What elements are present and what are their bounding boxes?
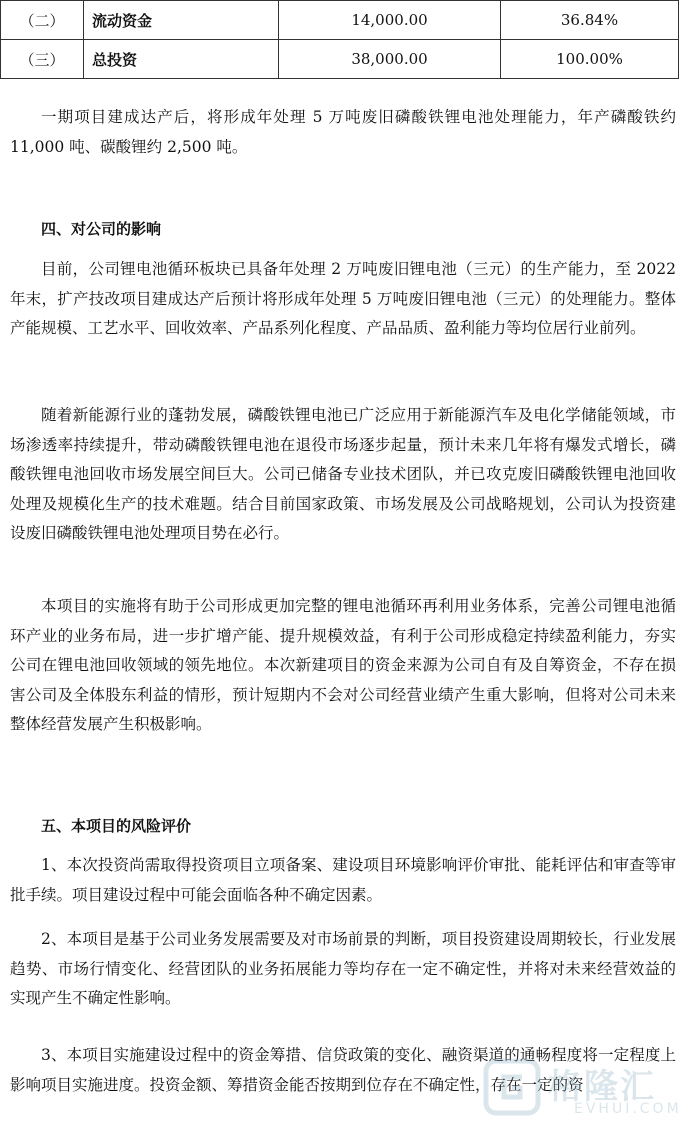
row-number: （三） [1,40,84,79]
section-4-paragraph-2: 随着新能源行业的蓬勃发展，磷酸铁锂电池已广泛应用于新能源汽车及电化学储能领域，市场渗透率持续提升，带动磷酸铁锂电池在退役市场逐步起量，预计未来几年将有爆发式增长，磷酸铁锂电池回收市场发展空间巨大。公司已储备专业技术团队，并已攻克废旧磷酸铁锂电池回收处理及规模化生产的技术难题。结合目前国家政策、市场发展及公司战略规划，公司认为投资建设废旧磷酸铁锂电池处理项目势在必行。 [10,406,676,542]
gelonghui-logo-icon [482,1057,542,1117]
section-4-paragraph-1: 目前，公司锂电池循环板块已具备年处理 2 万吨废旧锂电池（三元）的生产能力，至 2022 年末，扩产技改项目建成达产后预计将形成年处理 5 万吨废旧锂电池（三元）的处理能力。整体产能规模、工艺水平、回收效率、产品系列化程度、产品品质、盈利能力等均位居行业前列。 [10,260,676,337]
investment-table [0,0,679,79]
row-amount: 14,000.00 [279,1,501,40]
section-5-paragraph-1: 1、本次投资尚需取得投资项目立项备案、建设项目环境影响评价审批、能耗评估和审查等审批手续。项目建设过程中可能会面临各种不确定因素。 [10,856,676,904]
section-5-paragraph-2: 2、本项目是基于公司业务发展需要及对市场前景的判断，项目投资建设周期较长，行业发展趋势、市场行情变化、经营团队的业务拓展能力等均存在一定不确定性，并将对未来经营效益的实现产生不确定性影响。 [10,930,676,1007]
section-5-paragraph-3: 3、本项目实施建设过程中的资金筹措、信贷政策的变化、融资渠道的通畅程度将一定程度上影响项目实施进度。投资金额、筹措资金能否按期到位存在不确定性，存在一定的资 [10,1046,676,1094]
row-item-name: 流动资金 [84,1,279,40]
table-row [1,1,679,40]
row-percentage: 100.00% [501,40,679,79]
row-percentage: 36.84% [501,1,679,40]
section-4-paragraph-3: 本项目的实施将有助于公司形成更加完整的锂电池循环再利用业务体系，完善公司锂电池循环产业的业务布局，进一步扩增产能、提升规模效益，有利于公司形成稳定持续盈利能力，夯实公司在锂电池回收领域的领先地位。本次新建项目的资金来源为公司自有及自筹资金，不存在损害公司及全体股东利益的情形，预计短期内不会对公司经营业绩产生重大影响，但将对公司未来整体经营发展产生积极影响。 [10,597,676,733]
section-4-heading: 四、对公司的影响 [41,220,162,238]
intro-paragraph: 一期项目建成达产后，将形成年处理 5 万吨废旧磷酸铁锂电池处理能力，年产磷酸铁约 11,000 吨、碳酸锂约 2,500 吨。 [10,108,676,156]
row-item-name: 总投资 [84,40,279,79]
row-number: （二） [1,1,84,40]
watermark-text: 格隆汇 [548,1067,656,1107]
table-row [1,40,679,79]
watermark [482,1053,692,1125]
watermark-subtext: EVHUI.COM [574,1101,682,1117]
section-5-heading: 五、本项目的风险评价 [41,817,192,835]
row-amount: 38,000.00 [279,40,501,79]
